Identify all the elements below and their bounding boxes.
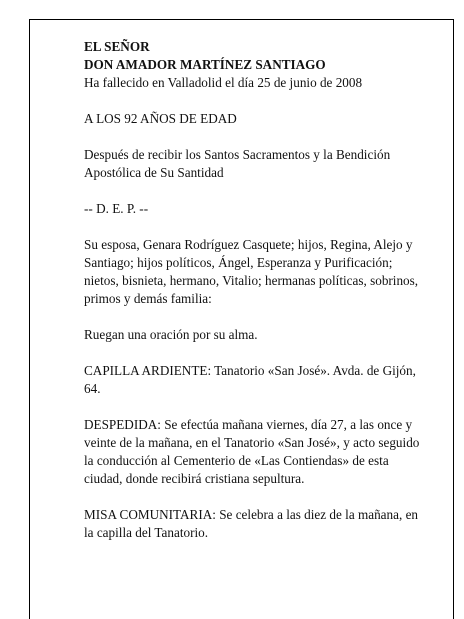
dep: -- D. E. P. -- (84, 201, 149, 216)
age: A LOS 92 AÑOS DE EDAD (84, 111, 237, 126)
chapel: CAPILLA ARDIENTE: Tanatorio «San José». Avda. de Gijón, 64. (84, 363, 416, 396)
family: Su esposa, Genara Rodríguez Casquete; hijos, Regina, Alejo y Santiago; hijos políticos, Ángel, Esperanza y Purificación; nietos, bisnieta, hermano, Vitalio; hermanas políticas, sobrinos, primos y demás familia: (84, 237, 419, 306)
header-block (84, 38, 429, 92)
prayer: Ruegan una oración por su alma. (84, 327, 258, 342)
deceased-name: DON AMADOR MARTÍNEZ SANTIAGO (84, 57, 326, 72)
death-info: Ha fallecido en Valladolid el día 25 de junio de 2008 (84, 75, 363, 90)
sacraments: Después de recibir los Santos Sacramentos y la Bendición Apostólica de Su Santidad (84, 147, 391, 180)
farewell: DESPEDIDA: Se efectúa mañana viernes, día 27, a las once y veinte de la mañana, en el Tanatorio «San José», y acto seguido la conducción al Cementerio de «Las Contiendas» de esta ciudad, donde recibirá cristiana sepultura. (84, 417, 420, 486)
obituary-text (84, 38, 429, 560)
mass: MISA COMUNITARIA: Se celebra a las diez de la mañana, en la capilla del Tanatorio. (84, 507, 419, 540)
title: EL SEÑOR (84, 39, 150, 54)
